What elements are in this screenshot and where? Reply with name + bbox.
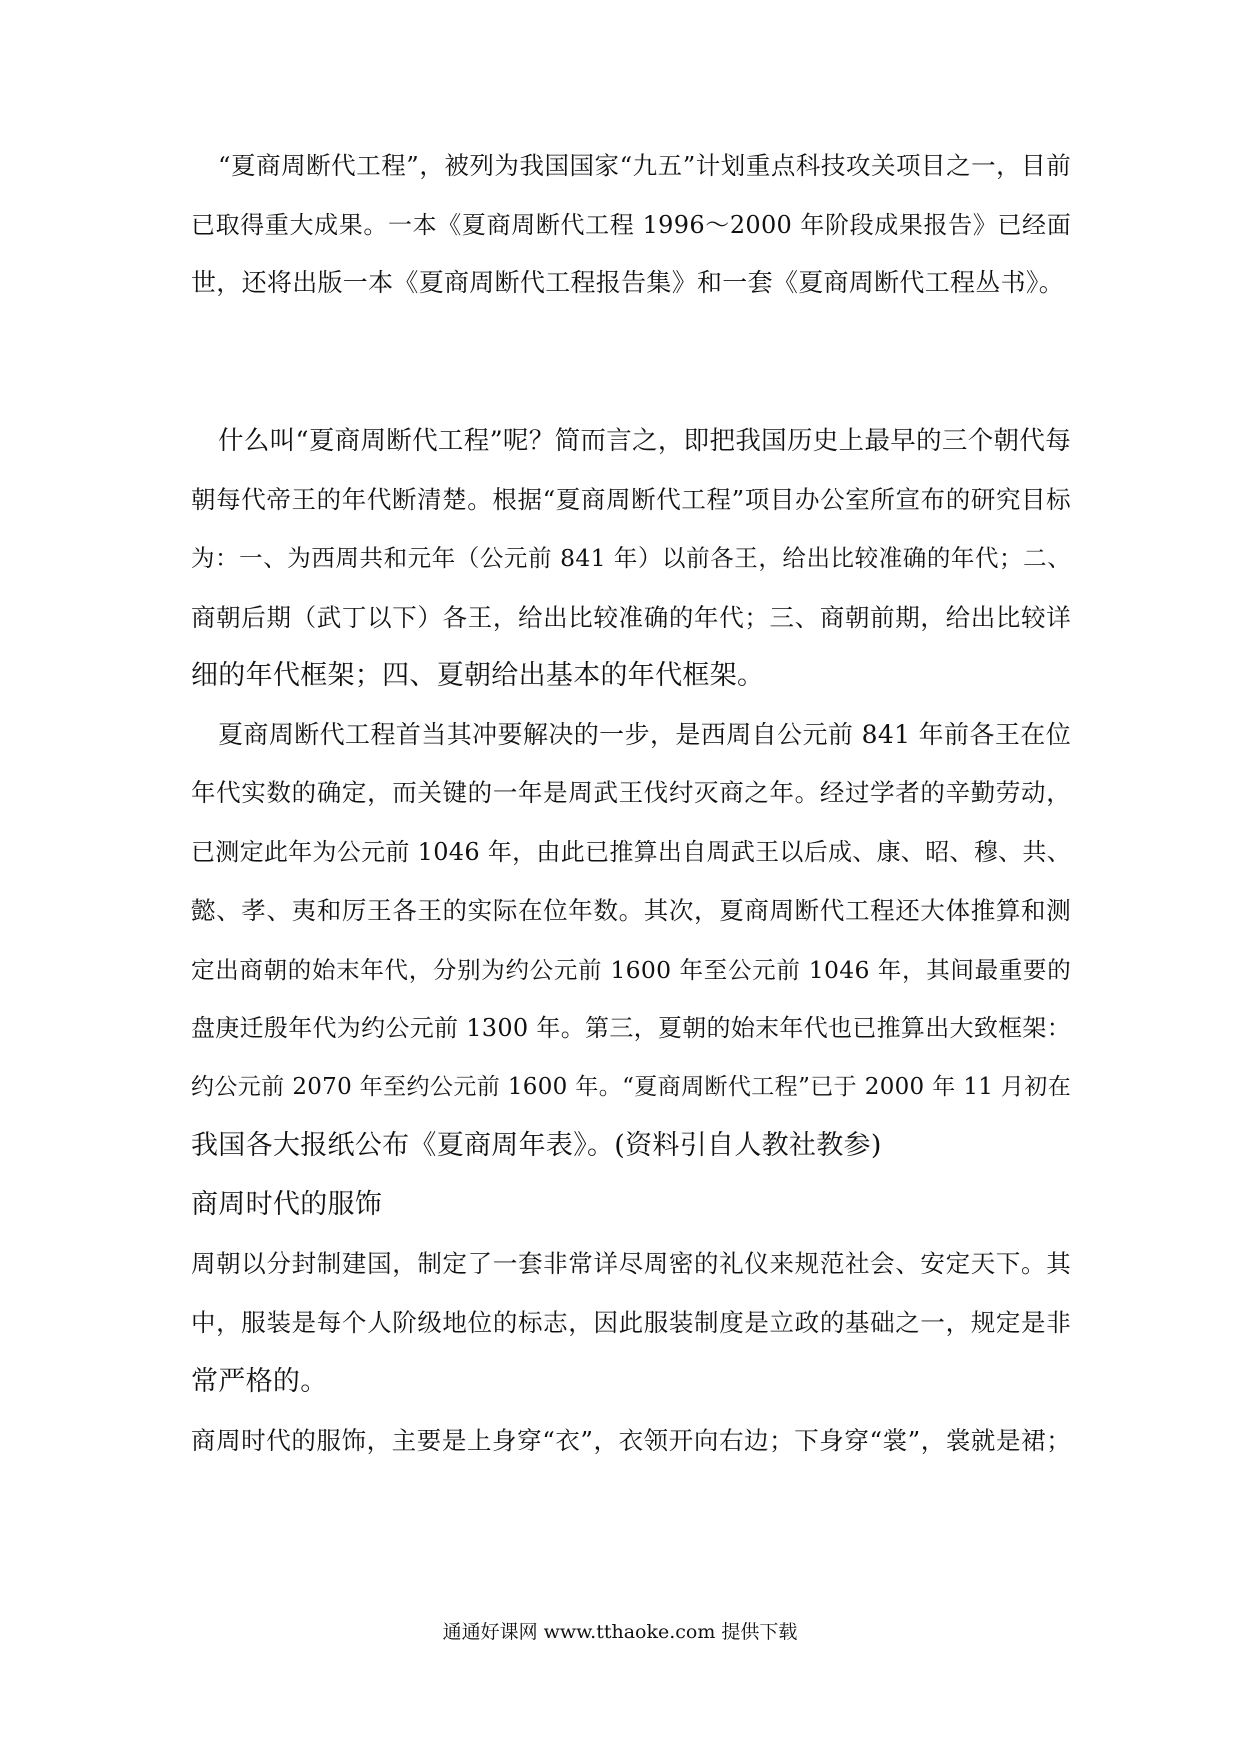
paragraph-5-line-1: 商周时代的服饰，主要是上身穿“衣”，衣领开向右边；下身穿“裳”，裳就是裙； (191, 1426, 1071, 1455)
paragraph-2-line-4: 商朝后期（武丁以下）各王，给出比较准确的年代；三、商朝前期，给出比较详 (191, 603, 1071, 632)
paragraph-3-line-3: 已测定此年为公元前 1046 年，由此已推算出自周武王以后成、康、昭、穆、共、 (191, 838, 1072, 866)
paragraph-3-line-2: 年代实数的确定，而关键的一年是周武王伐纣灭商之年。经过学者的辛勤劳动， (191, 778, 1071, 807)
paragraph-3-line-1: 夏商周断代工程首当其冲要解决的一步，是西周自公元前 841 年前各王在位 (218, 720, 1071, 749)
paragraph-2-line-5: 细的年代框架；四、夏朝给出基本的年代框架。 (191, 660, 765, 691)
paragraph-3-line-7: 约公元前 2070 年至约公元前 1600 年。“夏商周断代工程”已于 2000 年 11 月初在 (191, 1074, 1071, 1100)
paragraph-4-line-2: 中，服装是每个人阶级地位的标志，因此服装制度是立政的基础之一，规定是非 (191, 1308, 1071, 1337)
paragraph-3-line-6: 盘庚迁殷年代为约公元前 1300 年。第三，夏朝的始末年代也已推算出大致框架： (191, 1014, 1072, 1042)
page-footer: 通通好课网 www.tthaoke.com 提供下载 (442, 1621, 798, 1643)
paragraph-1-line-2: 已取得重大成果。一本《夏商周断代工程 1996～2000 年阶段成果报告》已经面 (191, 211, 1071, 239)
paragraph-2-line-2: 朝每代帝王的年代断清楚。根据“夏商周断代工程”项目办公室所宣布的研究目标 (191, 485, 1071, 514)
paragraph-2-line-3: 为：一、为西周共和元年（公元前 841 年）以前各王，给出比较准确的年代；二、 (191, 544, 1071, 572)
paragraph-1-line-1: “夏商周断代工程”，被列为我国国家“九五”计划重点科技攻关项目之一，目前 (218, 151, 1071, 180)
paragraph-2-line-1: 什么叫“夏商周断代工程”呢？简而言之，即把我国历史上最早的三个朝代每 (218, 426, 1071, 456)
paragraph-4-line-1: 周朝以分封制建国，制定了一套非常详尽周密的礼仪来规范社会、安定天下。其 (191, 1249, 1071, 1278)
section-heading: 商周时代的服饰 (191, 1189, 383, 1220)
paragraph-1-line-3: 世，还将出版一本《夏商周断代工程报告集》和一套《夏商周断代工程丛书》。 (191, 268, 1065, 297)
paragraph-3-line-8: 我国各大报纸公布《夏商周年表》。(资料引自人教社教参) (191, 1130, 882, 1161)
paragraph-3-line-5: 定出商朝的始末年代，分别为约公元前 1600 年至公元前 1046 年，其间最重要的 (191, 956, 1071, 984)
paragraph-4-line-3: 常严格的。 (191, 1366, 328, 1397)
paragraph-3-line-4: 懿、孝、夷和厉王各王的实际在位年数。其次，夏商周断代工程还大体推算和测 (191, 896, 1071, 925)
